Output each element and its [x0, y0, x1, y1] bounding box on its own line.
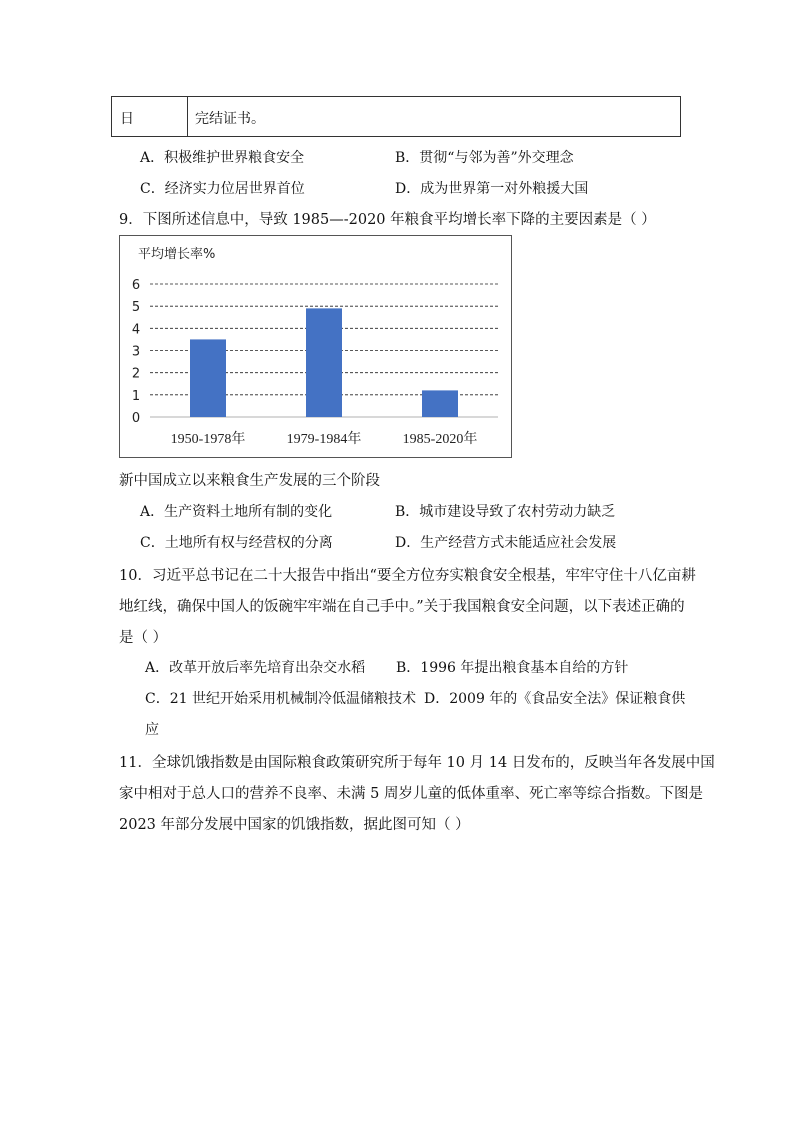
chart-svg: [120, 236, 513, 459]
q8-option-a[interactable]: A．积极维护世界粮食安全: [140, 150, 305, 166]
q9-stem: 9．下图所述信息中，导致 1985—-2020 年粮食平均增长率下降的主要因素是（ ）: [119, 212, 656, 228]
table-right-cell: 完结证书。: [195, 111, 265, 127]
table-divider: [187, 97, 188, 136]
q10-stem-line-2: 地红线，确保中国人的饭碗牢牢端在自己手中。”关于我国粮食安全问题，以下表述正确的: [119, 599, 685, 615]
x-category-label: 1950-1978年: [170, 432, 246, 447]
y-tick-label: 0: [131, 411, 141, 426]
y-tick-label: 5: [131, 300, 141, 316]
x-category-label: 1985-2020年: [402, 432, 478, 447]
answer-table: [111, 96, 681, 137]
x-category-label: 1979-1984年: [286, 432, 362, 447]
bar-3: [422, 390, 458, 417]
growth-rate-chart: [119, 235, 512, 458]
q9-option-b[interactable]: B．城市建设导致了农村劳动力缺乏: [395, 504, 616, 520]
q10-option-d[interactable]: D．2009 年的《食品安全法》保证粮食供: [424, 691, 686, 707]
q10-option-c[interactable]: C．21 世纪开始采用机械制冷低温储粮技术: [145, 691, 416, 707]
y-tick-label: 6: [131, 278, 141, 293]
y-tick-label: 4: [131, 322, 141, 338]
q9-option-d[interactable]: D．生产经营方式未能适应社会发展: [395, 535, 617, 551]
y-tick-label: 1: [131, 388, 141, 404]
q10-stem-line-3: 是（ ）: [119, 630, 168, 646]
q8-option-c[interactable]: C．经济实力位居世界首位: [140, 181, 305, 197]
chart-y-title: 平均增长率%: [138, 247, 216, 262]
q8-option-b[interactable]: B．贯彻“与邻为善”外交理念: [395, 150, 574, 166]
q11-stem-line-2: 家中相对于总人口的营养不良率、未满 5 周岁儿童的低体重率、死亡率等综合指数。下图是: [119, 786, 703, 802]
q11-stem-line-3: 2023 年部分发展中国家的饥饿指数，据此图可知（ ）: [119, 817, 470, 833]
bar-2: [306, 308, 342, 417]
y-tick-label: 2: [131, 366, 141, 382]
q9-option-a[interactable]: A．生产资料土地所有制的变化: [140, 504, 333, 520]
q11-stem-line-1: 11．全球饥饿指数是由国际粮食政策研究所于每年 10 月 14 日发布的，反映当年各发展中国: [119, 755, 715, 771]
q9-option-c[interactable]: C．土地所有权与经营权的分离: [140, 535, 333, 551]
q10-option-d-continued: 应: [145, 722, 159, 738]
q9-chart-caption: 新中国成立以来粮食生产发展的三个阶段: [119, 473, 380, 489]
q10-option-a[interactable]: A．改革开放后率先培育出杂交水稻: [145, 660, 366, 676]
y-tick-label: 3: [131, 344, 141, 360]
q10-stem-line-1: 10．习近平总书记在二十大报告中指出“要全方位夯实粮食安全根基，牢牢守住十八亿亩耕: [119, 568, 696, 584]
table-left-cell: 日: [120, 111, 134, 127]
q8-option-d[interactable]: D．成为世界第一对外粮援大国: [395, 181, 589, 197]
q10-option-b[interactable]: B．1996 年提出粮食基本自给的方针: [396, 660, 629, 676]
bar-1: [190, 339, 226, 417]
